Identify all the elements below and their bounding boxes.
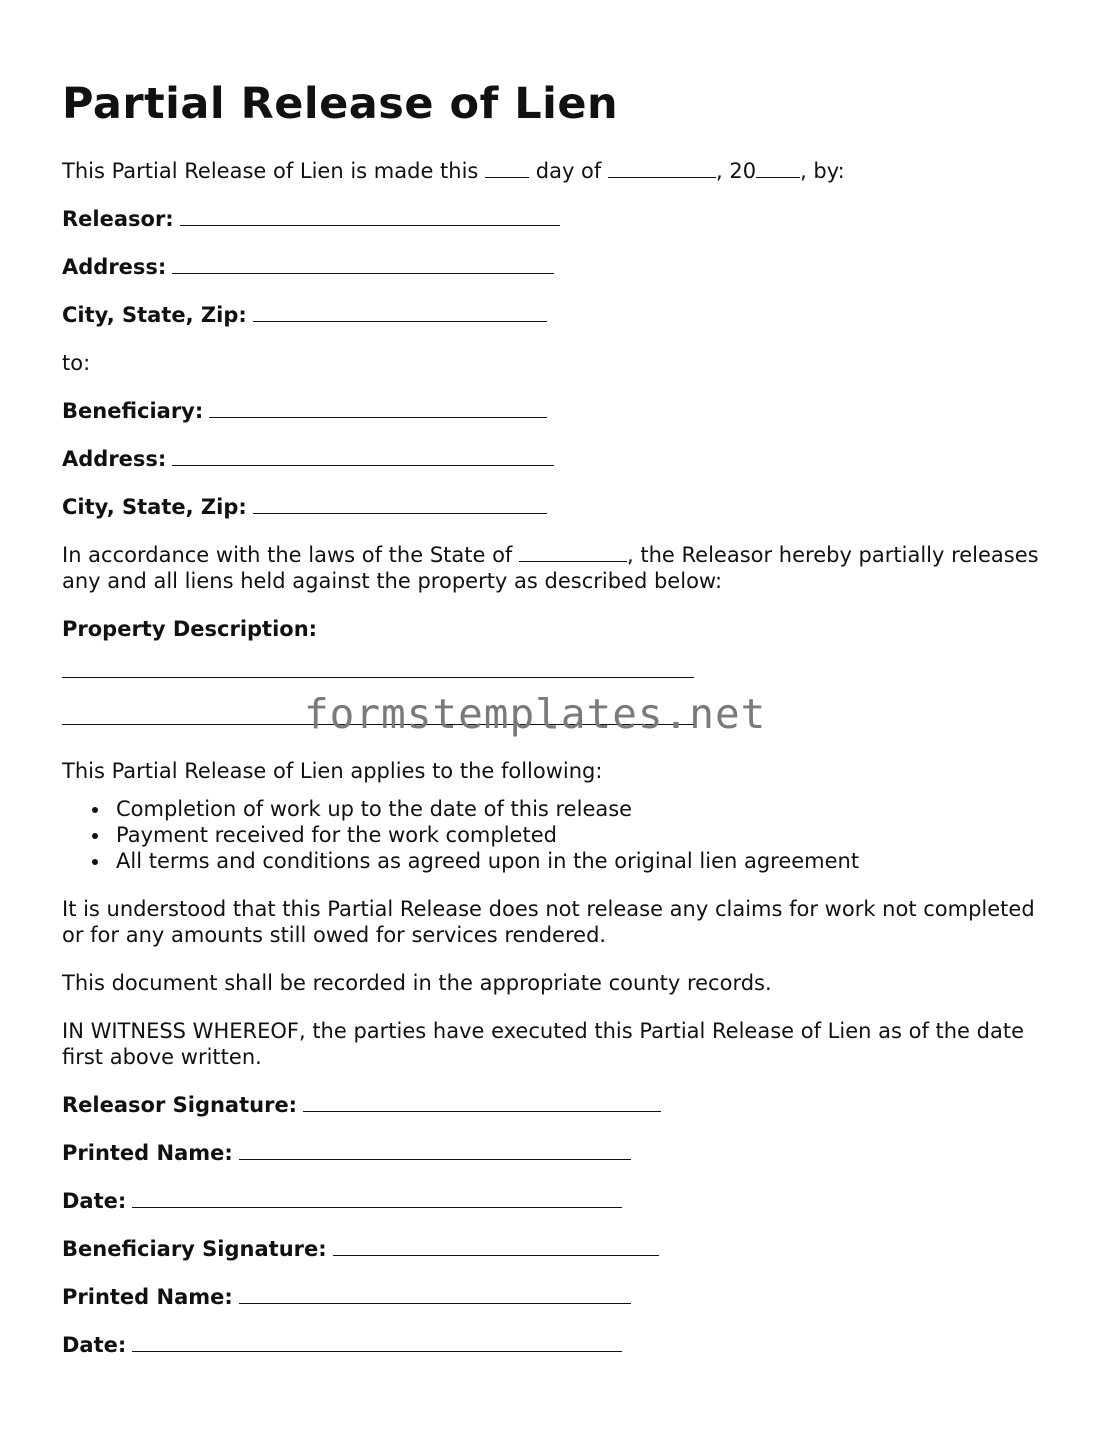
- list-item-text: Payment received for the work completed: [116, 823, 557, 847]
- intro-text-3: , 20: [715, 159, 757, 183]
- releasor-city-label: City, State, Zip:: [62, 303, 247, 327]
- accordance-paragraph: [62, 542, 1052, 594]
- beneficiary-printed-name-line[interactable]: [239, 1284, 631, 1304]
- bullet-dot-icon: [92, 859, 98, 865]
- releasor-printed-name-label: Printed Name:: [62, 1141, 233, 1165]
- releasor-date-field: [62, 1188, 1052, 1214]
- recorded-paragraph: This document shall be recorded in the appropriate county records.: [62, 971, 772, 995]
- releasor-name-line[interactable]: [180, 206, 560, 226]
- releasor-city-field: [62, 302, 1052, 328]
- releasor-signature-label: Releasor Signature:: [62, 1093, 298, 1117]
- releasor-signature-line[interactable]: [303, 1092, 661, 1112]
- applies-text: This Partial Release of Lien applies to the following:: [62, 759, 603, 783]
- releasor-printed-name-field: [62, 1140, 1052, 1166]
- watermark-logo: formstemplates.net: [304, 690, 767, 738]
- releasor-address-field: [62, 254, 1052, 280]
- releasor-address-label: Address:: [62, 255, 167, 279]
- beneficiary-date-line[interactable]: [132, 1332, 622, 1352]
- beneficiary-city-line[interactable]: [253, 494, 547, 514]
- beneficiary-name-line[interactable]: [209, 398, 547, 418]
- beneficiary-date-field: [62, 1332, 1052, 1358]
- releasor-city-line[interactable]: [253, 302, 547, 322]
- property-description-line-1[interactable]: [62, 676, 694, 678]
- intro-text-2: day of: [535, 159, 602, 183]
- day-blank[interactable]: [485, 160, 529, 178]
- beneficiary-address-label: Address:: [62, 447, 167, 471]
- document-page: [62, 78, 1052, 1380]
- beneficiary-address-field: [62, 446, 1052, 472]
- releasor-address-line[interactable]: [172, 254, 554, 274]
- bullet-dot-icon: [92, 807, 98, 813]
- to-text: to:: [62, 351, 91, 375]
- beneficiary-signature-line[interactable]: [333, 1236, 659, 1256]
- beneficiary-printed-name-label: Printed Name:: [62, 1285, 233, 1309]
- intro-text-1: This Partial Release of Lien is made this: [62, 159, 479, 183]
- releasor-date-label: Date:: [62, 1189, 127, 1213]
- releasor-printed-name-line[interactable]: [239, 1140, 631, 1160]
- beneficiary-signature-field: [62, 1236, 1052, 1262]
- beneficiary-address-line[interactable]: [172, 446, 554, 466]
- year-blank[interactable]: [756, 160, 800, 178]
- bullet-dot-icon: [92, 833, 98, 839]
- list-item-text: All terms and conditions as agreed upon in the original lien agreement: [116, 849, 860, 873]
- property-description-row-2: [62, 690, 1052, 742]
- state-blank[interactable]: [519, 544, 627, 562]
- document-title: Partial Release of Lien: [62, 79, 619, 129]
- witness-paragraph: IN WITNESS WHEREOF, the parties have executed this Partial Release of Lien as of the date first above written.: [62, 1019, 1025, 1069]
- intro-text-4: , by:: [800, 159, 845, 183]
- releasor-label: Releasor:: [62, 207, 174, 231]
- beneficiary-printed-name-field: [62, 1284, 1052, 1310]
- intro-paragraph: [62, 158, 1052, 184]
- list-item: [92, 848, 1052, 874]
- beneficiary-label: Beneficiary:: [62, 399, 204, 423]
- understood-paragraph: It is understood that this Partial Release does not release any claims for work not completed or for any amounts still owed for services rendered.: [62, 897, 1035, 947]
- accordance-text-1: In accordance with the laws of the State of: [62, 543, 513, 567]
- beneficiary-name-field: [62, 398, 1052, 424]
- list-item-text: Completion of work up to the date of this release: [116, 797, 633, 821]
- beneficiary-city-label: City, State, Zip:: [62, 495, 247, 519]
- list-item: [92, 796, 1052, 822]
- releasor-signature-field: [62, 1092, 1052, 1118]
- beneficiary-city-field: [62, 494, 1052, 520]
- applies-list: [92, 796, 1052, 874]
- releasor-name-field: [62, 206, 1052, 232]
- list-item: [92, 822, 1052, 848]
- accordance-text-2: , the Releasor hereby partially releases any and all liens held against the property as described below:: [62, 543, 1039, 593]
- month-blank[interactable]: [608, 160, 716, 178]
- beneficiary-date-label: Date:: [62, 1333, 127, 1357]
- releasor-date-line[interactable]: [132, 1188, 622, 1208]
- property-description-heading: Property Description:: [62, 617, 318, 641]
- beneficiary-signature-label: Beneficiary Signature:: [62, 1237, 327, 1261]
